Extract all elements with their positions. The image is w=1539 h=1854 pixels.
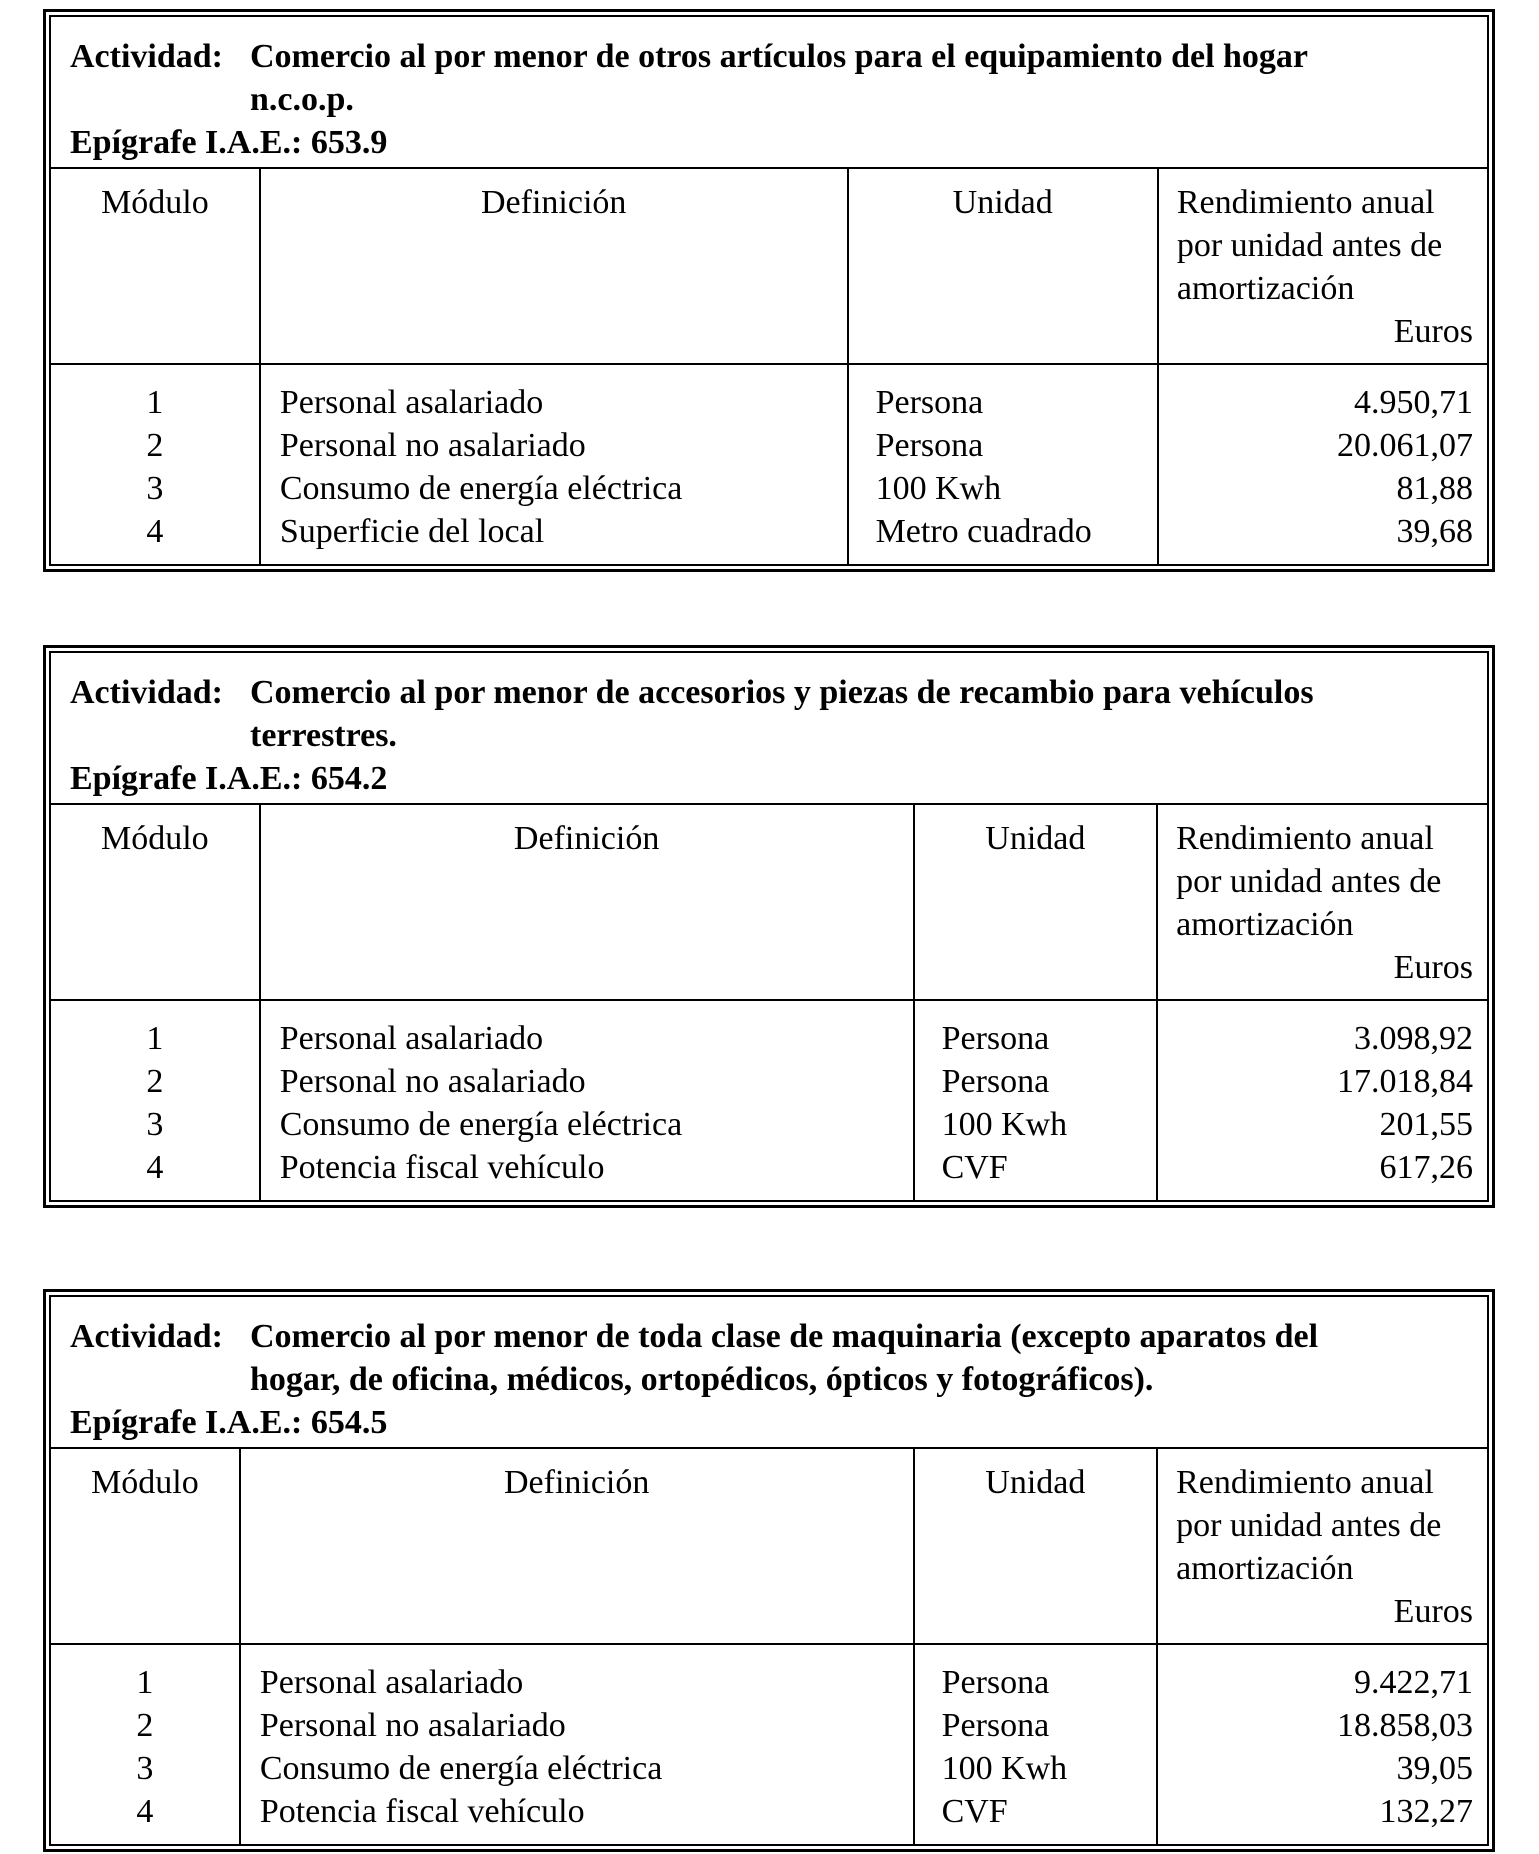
table-cell: 18.858,03 xyxy=(1337,1707,1473,1744)
unit-column xyxy=(913,805,1156,1200)
activity-description: Comercio al por menor de toda clase de maquinaria (excepto aparatos del xyxy=(250,1318,1319,1355)
activity-header xyxy=(51,17,1487,169)
column-header xyxy=(261,169,847,365)
table-cell: 100 Kwh xyxy=(941,1106,1068,1143)
column-cells xyxy=(51,365,259,553)
table-cell: Potencia fiscal vehículo xyxy=(279,1149,605,1186)
table-cell: CVF xyxy=(941,1793,1008,1830)
modules-table xyxy=(51,1449,1487,1844)
column-header-label: Unidad xyxy=(985,820,1086,857)
unit-column xyxy=(847,169,1157,564)
column-header xyxy=(51,1449,239,1645)
table-cell: Persona xyxy=(875,384,984,421)
activity-description: Comercio al por menor de otros artículos para el equipamiento del hogar xyxy=(250,38,1309,75)
table-cell: Personal asalariado xyxy=(259,1664,524,1701)
activity-line xyxy=(70,671,1487,714)
table-cell: Personal asalariado xyxy=(279,384,544,421)
table-cell: Consumo de energía eléctrica xyxy=(279,470,683,507)
column-header-label: por unidad antes de xyxy=(1176,1507,1442,1544)
table-cell: 4 xyxy=(146,1149,164,1186)
activity-line xyxy=(70,1315,1487,1358)
column-header-label: amortización xyxy=(1176,1550,1354,1587)
column-cells xyxy=(915,1645,1156,1833)
table-cell: Persona xyxy=(941,1664,1050,1701)
table-cell: Metro cuadrado xyxy=(875,513,1092,550)
column-cells xyxy=(1158,1645,1487,1833)
table-cell: 81,88 xyxy=(1396,470,1474,507)
column-header xyxy=(915,805,1156,1001)
table-cell: Consumo de energía eléctrica xyxy=(279,1106,683,1143)
table-cell: 4.950,71 xyxy=(1354,384,1474,421)
column-header-label: por unidad antes de xyxy=(1176,863,1442,900)
table-cell: 2 xyxy=(146,1063,164,1100)
table-cell: Superficie del local xyxy=(279,513,545,550)
unit-column xyxy=(913,1449,1156,1844)
modules-table xyxy=(51,805,1487,1200)
activity-label-spacer xyxy=(70,1358,250,1401)
column-cells xyxy=(241,1645,913,1833)
column-header-label: Módulo xyxy=(101,820,209,857)
column-header xyxy=(241,1449,913,1645)
table-cell: Persona xyxy=(941,1020,1050,1057)
column-header-label: amortización xyxy=(1176,906,1354,943)
table-cell: Personal no asalariado xyxy=(279,427,586,464)
column-header xyxy=(261,805,913,1001)
table-cell: Persona xyxy=(941,1063,1050,1100)
activity-description: terrestres. xyxy=(250,717,397,754)
table-cell: Persona xyxy=(941,1707,1050,1744)
column-header-label: Unidad xyxy=(952,184,1053,221)
activity-label-spacer xyxy=(70,78,250,121)
column-header xyxy=(51,805,259,1001)
activity-label: Actividad: xyxy=(70,674,223,711)
activity-line xyxy=(70,1358,1487,1401)
activity-description: hogar, de oficina, médicos, ortopédicos, ópticos y fotográficos). xyxy=(250,1361,1154,1398)
modules-table xyxy=(51,169,1487,564)
column-header xyxy=(915,1449,1156,1645)
table-cell: Personal no asalariado xyxy=(279,1063,586,1100)
table-cell: Persona xyxy=(875,427,984,464)
table-cell: Personal no asalariado xyxy=(259,1707,566,1744)
column-header-label: Rendimiento anual xyxy=(1176,1464,1434,1501)
activity-label-spacer xyxy=(70,714,250,757)
table-cell: 2 xyxy=(146,427,164,464)
activity-label: Actividad: xyxy=(70,1318,223,1355)
definition-column xyxy=(239,1449,913,1844)
column-header-label: por unidad antes de xyxy=(1176,227,1443,264)
table-cell: 201,55 xyxy=(1379,1106,1473,1143)
table-cell: 3 xyxy=(146,1106,164,1143)
column-header-label: Módulo xyxy=(101,184,209,221)
module-column xyxy=(51,1449,239,1844)
table-cell: 39,05 xyxy=(1396,1750,1473,1787)
activity-label: Actividad: xyxy=(70,38,223,75)
table-cell: 4 xyxy=(146,513,164,550)
activity-table xyxy=(43,9,1495,572)
column-header xyxy=(1159,169,1487,365)
column-cells xyxy=(51,1001,259,1189)
column-header-label: Definición xyxy=(481,184,627,221)
table-frame xyxy=(49,15,1489,566)
activity-line xyxy=(70,78,1487,121)
activity-line xyxy=(70,714,1487,757)
table-cell: 1 xyxy=(146,384,164,421)
column-cells xyxy=(1158,1001,1487,1189)
column-cells xyxy=(261,1001,913,1189)
column-header-label: amortización xyxy=(1176,270,1355,307)
column-header-label: Módulo xyxy=(91,1464,199,1501)
table-cell: 100 Kwh xyxy=(941,1750,1068,1787)
activity-description: n.c.o.p. xyxy=(250,81,354,118)
table-cell: 1 xyxy=(136,1664,154,1701)
currency-label: Euros xyxy=(1393,313,1474,350)
activity-line xyxy=(70,35,1487,78)
yield-column xyxy=(1157,169,1487,564)
activity-header xyxy=(51,653,1487,805)
table-cell: Consumo de energía eléctrica xyxy=(259,1750,663,1787)
column-header-label: Rendimiento anual xyxy=(1176,184,1435,221)
column-cells xyxy=(915,1001,1156,1189)
table-cell: 9.422,71 xyxy=(1354,1664,1473,1701)
column-header-label: Rendimiento anual xyxy=(1176,820,1434,857)
table-cell: 132,27 xyxy=(1379,1793,1473,1830)
epigraph: Epígrafe I.A.E.: 654.2 xyxy=(70,760,388,797)
column-header xyxy=(51,169,259,365)
activity-header xyxy=(51,1297,1487,1449)
table-cell: 20.061,07 xyxy=(1337,427,1474,464)
table-cell: 2 xyxy=(136,1707,154,1744)
currency-label: Euros xyxy=(1393,1593,1473,1630)
table-cell: 617,26 xyxy=(1379,1149,1473,1186)
definition-column xyxy=(259,169,847,564)
column-cells xyxy=(1159,365,1487,553)
yield-column xyxy=(1156,805,1487,1200)
table-cell: 3.098,92 xyxy=(1354,1020,1473,1057)
yield-column xyxy=(1156,1449,1487,1844)
column-cells xyxy=(261,365,847,553)
column-header xyxy=(1158,805,1487,1001)
table-cell: 100 Kwh xyxy=(875,470,1002,507)
table-cell: 17.018,84 xyxy=(1337,1063,1473,1100)
table-frame xyxy=(49,1295,1489,1846)
module-column xyxy=(51,169,259,564)
epigraph: Epígrafe I.A.E.: 653.9 xyxy=(70,124,388,161)
column-header-label: Definición xyxy=(513,820,660,857)
definition-column xyxy=(259,805,913,1200)
table-cell: Potencia fiscal vehículo xyxy=(259,1793,585,1830)
column-header-label: Unidad xyxy=(985,1464,1086,1501)
column-header xyxy=(1158,1449,1487,1645)
table-cell: 1 xyxy=(146,1020,164,1057)
column-header xyxy=(849,169,1157,365)
epigraph: Epígrafe I.A.E.: 654.5 xyxy=(70,1404,388,1441)
activity-table xyxy=(43,645,1495,1208)
table-cell: 3 xyxy=(136,1750,154,1787)
table-cell: 3 xyxy=(146,470,164,507)
table-cell: CVF xyxy=(941,1149,1008,1186)
module-column xyxy=(51,805,259,1200)
column-cells xyxy=(51,1645,239,1833)
activity-description: Comercio al por menor de accesorios y piezas de recambio para vehículos xyxy=(250,674,1314,711)
activity-table xyxy=(43,1289,1495,1852)
currency-label: Euros xyxy=(1393,949,1473,986)
table-cell: 4 xyxy=(136,1793,154,1830)
column-cells xyxy=(849,365,1157,553)
table-cell: Personal asalariado xyxy=(279,1020,544,1057)
table-cell: 39,68 xyxy=(1396,513,1474,550)
table-frame xyxy=(49,651,1489,1202)
column-header-label: Definición xyxy=(503,1464,650,1501)
